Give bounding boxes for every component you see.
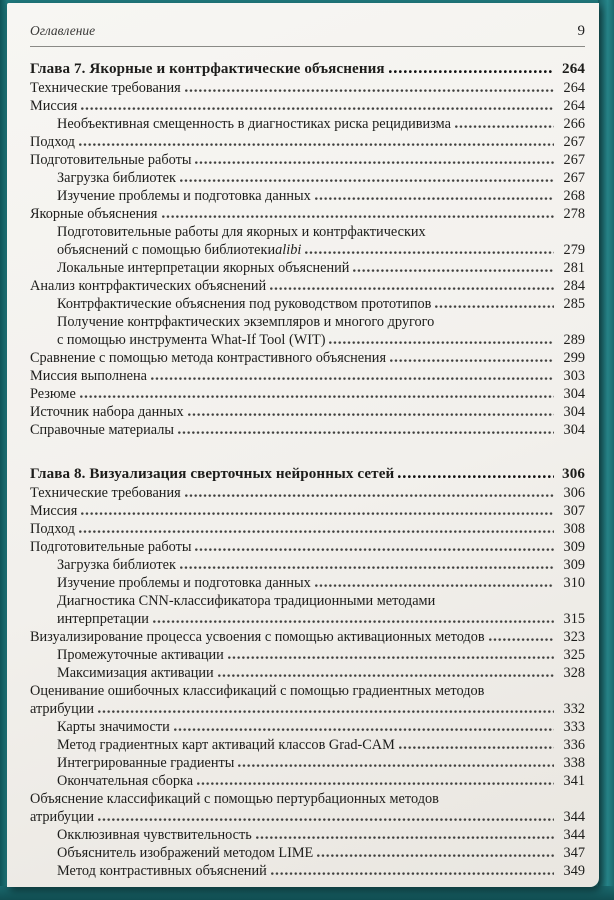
- dot-leader: [329, 340, 554, 344]
- dot-leader: [79, 142, 554, 146]
- book-cover-bottom-edge: [0, 886, 614, 900]
- entry-page-number: 336: [563, 737, 585, 753]
- toc-entry: [30, 151, 585, 169]
- toc-section: [30, 465, 585, 880]
- toc-entry: [30, 790, 585, 826]
- toc-entry: [30, 646, 585, 664]
- entry-page-number: 310: [563, 575, 585, 591]
- toc-entry: [30, 205, 585, 223]
- entry-page-number: 308: [563, 521, 585, 537]
- dot-leader: [178, 430, 554, 434]
- entry-row: [30, 79, 585, 97]
- entry-title: интерпретации: [57, 611, 149, 627]
- dot-leader: [185, 88, 554, 92]
- dot-leader: [399, 745, 554, 749]
- entry-title: Визуализирование процесса усвоения с помощью активационных методов: [30, 629, 485, 645]
- entry-page-number: 281: [563, 260, 585, 276]
- entry-row: [30, 60, 585, 79]
- entry-row: [30, 808, 585, 826]
- entry-title-line1: Подготовительные работы для якорных и контрфактических: [57, 224, 426, 240]
- entry-page-number: 304: [563, 386, 585, 402]
- toc-entry: [30, 628, 585, 646]
- entry-title: Миссия: [30, 503, 78, 519]
- entry-row: [57, 169, 585, 187]
- dot-leader: [151, 376, 554, 380]
- toc-entry: [30, 79, 585, 97]
- entry-page-number: 323: [563, 629, 585, 645]
- toc-entry: [30, 682, 585, 718]
- entry-title: Интегрированные градиенты: [57, 755, 235, 771]
- page-number: 9: [577, 23, 585, 39]
- dot-leader: [98, 709, 554, 713]
- entry-title: Изучение проблемы и подготовка данных: [57, 188, 311, 204]
- toc-entry: [30, 556, 585, 574]
- entry-page-number: 315: [563, 611, 585, 627]
- dot-leader: [162, 214, 555, 218]
- dot-leader: [455, 124, 554, 128]
- entry-row: [30, 538, 585, 556]
- entry-title: Окончательная сборка: [57, 773, 194, 789]
- entry-row: [30, 628, 585, 646]
- toc-chapter-entry: [30, 465, 585, 484]
- book-page: [7, 3, 599, 887]
- entry-title: Необъективная смещенность в диагностиках риска рецидивизма: [57, 116, 451, 132]
- entry-row: [30, 484, 585, 502]
- book-cover-left-edge: [0, 0, 7, 900]
- dot-leader: [270, 286, 554, 290]
- entry-row: [30, 97, 585, 115]
- dot-leader: [81, 106, 554, 110]
- entry-page-number: 285: [563, 296, 585, 312]
- entry-title: Подход: [30, 134, 75, 150]
- dot-leader: [195, 160, 554, 164]
- entry-title: атрибуции: [30, 809, 95, 825]
- entry-title-line1: Объяснение классификаций с помощью пертурбационных методов: [30, 791, 439, 807]
- entry-page-number: 347: [563, 845, 585, 861]
- dot-leader: [271, 871, 554, 875]
- entry-page-number: 279: [563, 242, 585, 258]
- entry-title: Метод контрастивных объяснений: [57, 863, 267, 879]
- toc-entry: [30, 772, 585, 790]
- entry-title: Локальные интерпретации якорных объяснений: [57, 260, 350, 276]
- entry-title: Миссия выполнена: [30, 368, 147, 384]
- toc-entry: [30, 736, 585, 754]
- entry-title: Изучение проблемы и подготовка данных: [57, 575, 311, 591]
- dot-leader: [180, 178, 554, 182]
- entry-title: Промежуточные активации: [57, 647, 224, 663]
- entry-row: [30, 349, 585, 367]
- entry-title: Подход: [30, 521, 75, 537]
- toc-entry: [30, 844, 585, 862]
- toc-entry: [30, 223, 585, 259]
- entry-page-number: 338: [563, 755, 585, 771]
- entry-row: [30, 277, 585, 295]
- entry-title-italic: alibi: [275, 242, 302, 258]
- entry-row: [57, 574, 585, 592]
- dot-leader: [398, 474, 554, 478]
- entry-row: [30, 205, 585, 223]
- toc-entry: [30, 277, 585, 295]
- entry-page-number: 309: [563, 539, 585, 555]
- entry-row: [30, 465, 585, 484]
- toc-chapter-entry: [30, 60, 585, 79]
- dot-leader: [389, 69, 554, 73]
- entry-row: [57, 556, 585, 574]
- entry-page-number: 267: [563, 152, 585, 168]
- entry-title: Технические требования: [30, 80, 181, 96]
- dot-leader: [315, 196, 554, 200]
- dot-leader: [228, 655, 554, 659]
- dot-leader: [315, 583, 554, 587]
- dot-leader: [185, 493, 554, 497]
- toc-entry: [30, 115, 585, 133]
- entry-row: [57, 241, 585, 259]
- entry-title: Контрфактические объяснения под руководством прототипов: [57, 296, 432, 312]
- entry-page-number: 341: [563, 773, 585, 789]
- entry-row: [30, 700, 585, 718]
- entry-row: [57, 844, 585, 862]
- toc-entry: [30, 862, 585, 880]
- dot-leader: [180, 565, 554, 569]
- entry-page-number: 349: [563, 863, 585, 879]
- entry-page-number: 309: [563, 557, 585, 573]
- entry-row: [57, 646, 585, 664]
- entry-title: Загрузка библиотек: [57, 557, 176, 573]
- toc: [30, 60, 585, 880]
- dot-leader: [188, 412, 554, 416]
- entry-row: [30, 421, 585, 439]
- entry-page-number: 344: [563, 827, 585, 843]
- entry-row: [30, 133, 585, 151]
- dot-leader: [317, 853, 554, 857]
- entry-title: объяснений с помощью библиотеки: [57, 242, 276, 258]
- entry-title: Карты значимости: [57, 719, 170, 735]
- entry-row: [57, 610, 585, 628]
- toc-entry: [30, 385, 585, 403]
- toc-entry: [30, 133, 585, 151]
- page-content: [7, 3, 599, 880]
- entry-row: [57, 772, 585, 790]
- entry-page-number: 328: [563, 665, 585, 681]
- entry-title: Сравнение с помощью метода контрастивного объяснения: [30, 350, 387, 366]
- toc-entry: [30, 754, 585, 772]
- entry-title-line1: Получение контрфактических экземпляров и многого другого: [57, 314, 435, 330]
- entry-page-number: 264: [562, 61, 585, 77]
- entry-row: [30, 367, 585, 385]
- entry-title: атрибуции: [30, 701, 95, 717]
- entry-page-number: 325: [563, 647, 585, 663]
- entry-row: [30, 403, 585, 421]
- toc-entry: [30, 367, 585, 385]
- entry-title: Глава 7. Якорные и контрфактические объяснения: [30, 61, 385, 77]
- dot-leader: [153, 619, 554, 623]
- toc-entry: [30, 421, 585, 439]
- entry-row: [30, 502, 585, 520]
- dot-leader: [305, 250, 554, 254]
- page-header: [30, 23, 585, 47]
- entry-row: [57, 718, 585, 736]
- toc-entry: [30, 574, 585, 592]
- entry-page-number: 333: [563, 719, 585, 735]
- entry-title: Глава 8. Визуализация сверточных нейронных сетей: [30, 466, 395, 482]
- toc-entry: [30, 259, 585, 277]
- toc-entry: [30, 403, 585, 421]
- entry-title: Анализ контрфактических объяснений: [30, 278, 267, 294]
- entry-page-number: 306: [562, 466, 585, 482]
- toc-entry: [30, 169, 585, 187]
- entry-row: [57, 754, 585, 772]
- running-title: Оглавление: [30, 23, 96, 38]
- entry-row: [57, 736, 585, 754]
- entry-page-number: 278: [563, 206, 585, 222]
- entry-title-line1: Диагностика CNN-классификатора традиционными методами: [57, 593, 436, 609]
- entry-title: Объяснитель изображений методом LIME: [57, 845, 314, 861]
- entry-title: Справочные материалы: [30, 422, 175, 438]
- entry-row: [30, 385, 585, 403]
- entry-row: [30, 151, 585, 169]
- dot-leader: [195, 547, 554, 551]
- entry-title: Якорные объяснения: [30, 206, 158, 222]
- entry-page-number: 332: [563, 701, 585, 717]
- dot-leader: [81, 511, 554, 515]
- dot-leader: [79, 529, 554, 533]
- entry-row: [57, 187, 585, 205]
- toc-entry: [30, 520, 585, 538]
- entry-page-number: 266: [563, 116, 585, 132]
- entry-row: [57, 259, 585, 277]
- dot-leader: [218, 673, 554, 677]
- entry-page-number: 284: [563, 278, 585, 294]
- entry-page-number: 264: [563, 98, 585, 114]
- toc-entry: [30, 484, 585, 502]
- dot-leader: [80, 394, 554, 398]
- entry-row: [57, 115, 585, 133]
- entry-title: Подготовительные работы: [30, 539, 192, 555]
- entry-page-number: 267: [563, 134, 585, 150]
- entry-title: Окклюзивная чувствительность: [57, 827, 252, 843]
- toc-entry: [30, 664, 585, 682]
- entry-page-number: 267: [563, 170, 585, 186]
- entry-title: Резюме: [30, 386, 76, 402]
- dot-leader: [174, 727, 554, 731]
- dot-leader: [489, 637, 554, 641]
- entry-page-number: 304: [563, 422, 585, 438]
- entry-row: [30, 520, 585, 538]
- dot-leader: [98, 817, 554, 821]
- entry-title: Подготовительные работы: [30, 152, 192, 168]
- entry-title: с помощью инструмента What-If Tool (WIT): [57, 332, 326, 348]
- entry-page-number: 264: [563, 80, 585, 96]
- toc-entry: [30, 97, 585, 115]
- dot-leader: [238, 763, 554, 767]
- toc-entry: [30, 313, 585, 349]
- entry-row: [57, 295, 585, 313]
- entry-row: [57, 826, 585, 844]
- toc-entry: [30, 349, 585, 367]
- toc-entry: [30, 295, 585, 313]
- entry-page-number: 303: [563, 368, 585, 384]
- entry-page-number: 299: [563, 350, 585, 366]
- entry-row: [57, 862, 585, 880]
- entry-title: Миссия: [30, 98, 78, 114]
- entry-title: Загрузка библиотек: [57, 170, 176, 186]
- toc-entry: [30, 592, 585, 628]
- entry-row: [57, 664, 585, 682]
- toc-entry: [30, 826, 585, 844]
- toc-entry: [30, 502, 585, 520]
- entry-page-number: 344: [563, 809, 585, 825]
- entry-title: Источник набора данных: [30, 404, 184, 420]
- entry-title: Технические требования: [30, 485, 181, 501]
- entry-title-line1: Оценивание ошибочных классификаций с помощью градиентных методов: [30, 683, 485, 699]
- entry-title: Метод градиентных карт активаций классов Grad-CAM: [57, 737, 395, 753]
- entry-page-number: 289: [563, 332, 585, 348]
- toc-entry: [30, 187, 585, 205]
- entry-page-number: 306: [563, 485, 585, 501]
- toc-entry: [30, 718, 585, 736]
- dot-leader: [435, 304, 554, 308]
- entry-title: Максимизация активации: [57, 665, 214, 681]
- dot-leader: [353, 268, 554, 272]
- entry-page-number: 268: [563, 188, 585, 204]
- dot-leader: [256, 835, 554, 839]
- entry-page-number: 304: [563, 404, 585, 420]
- toc-section: [30, 60, 585, 439]
- dot-leader: [390, 358, 554, 362]
- entry-row: [57, 331, 585, 349]
- book-cover-right-edge: [598, 0, 614, 900]
- toc-entry: [30, 538, 585, 556]
- dot-leader: [197, 781, 554, 785]
- entry-page-number: 307: [563, 503, 585, 519]
